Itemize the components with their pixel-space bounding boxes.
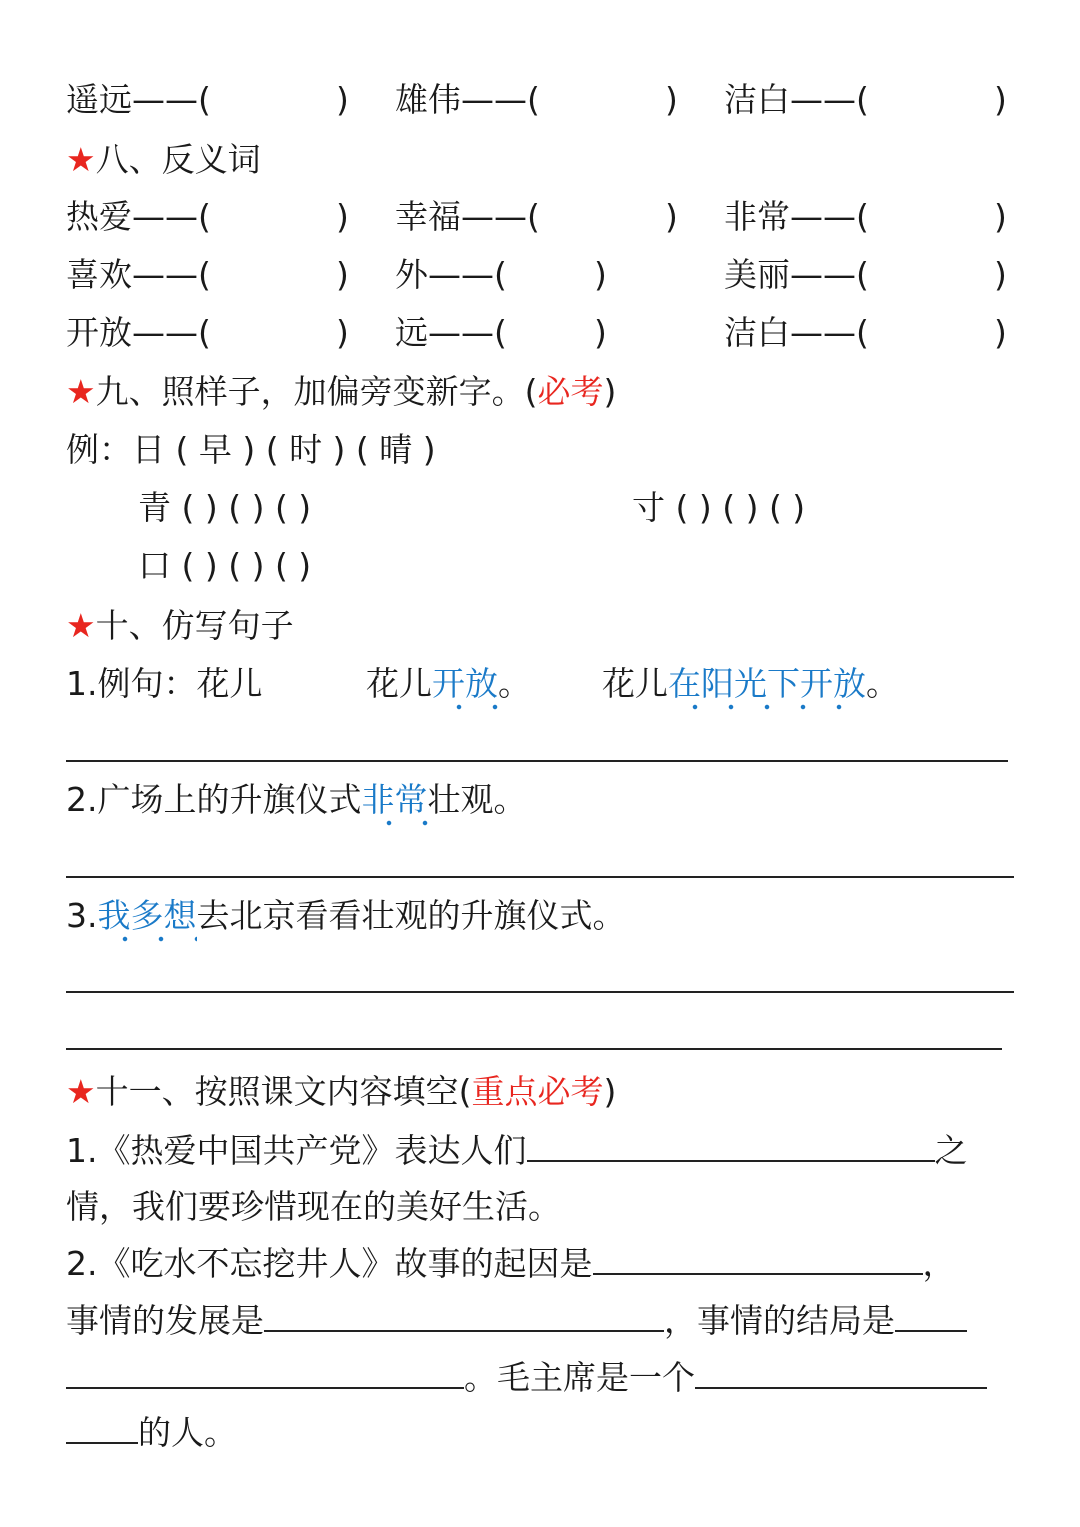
- close-paren: ): [665, 80, 678, 119]
- highlighted-words: 在阳光下开放: [668, 664, 866, 703]
- synonym-item-3: 洁白——(: [724, 80, 869, 119]
- close-paren: ): [336, 255, 349, 294]
- close-paren: ): [594, 313, 607, 352]
- question-text: 事情的发展是: [66, 1301, 264, 1340]
- close-paren: ): [603, 1072, 617, 1111]
- question-2-line-4: [66, 1412, 237, 1453]
- synonym-item-2: 雄伟——(: [395, 80, 540, 119]
- star-icon: ★: [66, 606, 96, 645]
- radical-row-cun: 寸 ( ) ( ) ( ): [632, 488, 806, 527]
- section-11-heading: [66, 1072, 616, 1112]
- radical-row-kou: 口 ( ) ( ) ( ): [138, 546, 312, 585]
- sentence-1-label: 1.例句：花儿: [66, 664, 263, 703]
- close-paren: ): [994, 313, 1007, 352]
- close-paren: ): [994, 197, 1007, 236]
- section-9-title: 九、照样子，加偏旁变新字。(: [95, 372, 538, 411]
- section-8-title: 八、反义词: [95, 140, 261, 179]
- antonym-item: 美丽——(: [724, 255, 869, 294]
- synonym-item-1: 遥远——(: [66, 80, 211, 119]
- section-9-heading: [66, 372, 616, 412]
- radical-row-qing: 青 ( ) ( ) ( ): [138, 488, 312, 527]
- answer-line[interactable]: [66, 876, 1014, 878]
- close-paren: ): [994, 80, 1007, 119]
- close-paren: ): [336, 80, 349, 119]
- subject-text: 花儿: [602, 664, 668, 703]
- close-paren: ): [994, 255, 1007, 294]
- fill-blank[interactable]: [66, 1412, 138, 1444]
- example-label: 例：: [66, 430, 132, 469]
- antonym-item: 幸福——(: [395, 197, 540, 236]
- period: 。: [866, 664, 899, 703]
- close-paren: ): [594, 255, 607, 294]
- sentence-1-example-b: [602, 664, 899, 704]
- sentence-text: 去北京看看壮观的升旗仪式。: [196, 896, 626, 935]
- star-icon: ★: [66, 1072, 96, 1111]
- fill-blank[interactable]: [264, 1300, 664, 1332]
- question-text: 1.《热爱中国共产党》表达人们: [66, 1131, 527, 1170]
- example-line: [66, 430, 436, 470]
- punctuation: ，: [922, 1244, 956, 1283]
- fill-blank[interactable]: [66, 1357, 464, 1389]
- question-2-line-2: [66, 1300, 967, 1341]
- question-text: ，事情的结局是: [664, 1301, 895, 1340]
- fill-blank[interactable]: [527, 1130, 935, 1162]
- period: 。: [498, 664, 531, 703]
- must-test-tag: 必考: [537, 372, 604, 411]
- answer-line[interactable]: [66, 760, 1008, 762]
- section-11-title: 十一、按照课文内容填空(: [95, 1072, 472, 1111]
- antonym-item: 洁白——(: [724, 313, 869, 352]
- section-10-title: 十、仿写句子: [95, 606, 294, 645]
- subject-text: 花儿: [366, 664, 432, 703]
- question-1-line-2: 情，我们要珍惜现在的美好生活。: [66, 1187, 561, 1226]
- highlighted-words: 我多想: [97, 896, 197, 935]
- antonym-item: 开放——(: [66, 313, 211, 352]
- answer-line[interactable]: [66, 991, 1014, 993]
- close-paren: ): [665, 197, 678, 236]
- antonym-item: 远——(: [395, 313, 507, 352]
- sentence-text: 壮观。: [427, 780, 527, 819]
- section-8-heading: [66, 140, 261, 180]
- antonym-item: 喜欢——(: [66, 255, 211, 294]
- question-1-line-1: [66, 1130, 968, 1171]
- question-text: 的人。: [138, 1413, 237, 1452]
- example-text: 日 ( 早 ) ( 时 ) ( 晴 ): [132, 430, 436, 469]
- close-paren: ): [603, 372, 617, 411]
- fill-blank[interactable]: [695, 1357, 987, 1389]
- fill-blank[interactable]: [895, 1300, 967, 1332]
- question-2-line-3: [66, 1357, 987, 1398]
- question-text: 之: [934, 1131, 968, 1170]
- question-text: 。毛主席是一个: [464, 1358, 695, 1397]
- antonym-item: 热爱——(: [66, 197, 211, 236]
- key-must-test-tag: 重点必考: [471, 1072, 604, 1111]
- sentence-1-example-a: [366, 664, 531, 704]
- antonym-item: 非常——(: [724, 197, 869, 236]
- fill-blank[interactable]: [593, 1243, 923, 1275]
- close-paren: ): [336, 313, 349, 352]
- star-icon: ★: [66, 140, 96, 179]
- antonym-item: 外——(: [395, 255, 507, 294]
- sentence-text: 3.: [66, 896, 98, 935]
- highlighted-words: 开放: [432, 664, 498, 703]
- answer-line[interactable]: [66, 1048, 1002, 1050]
- question-text: 2.《吃水不忘挖井人》故事的起因是: [66, 1244, 593, 1283]
- sentence-text: 2.广场上的升旗仪式: [66, 780, 362, 819]
- section-10-heading: [66, 606, 294, 646]
- star-icon: ★: [66, 372, 96, 411]
- sentence-2: [66, 780, 527, 820]
- highlighted-words: 非常: [361, 780, 428, 819]
- sentence-3: [66, 896, 626, 936]
- question-2-line-1: [66, 1243, 956, 1284]
- close-paren: ): [336, 197, 349, 236]
